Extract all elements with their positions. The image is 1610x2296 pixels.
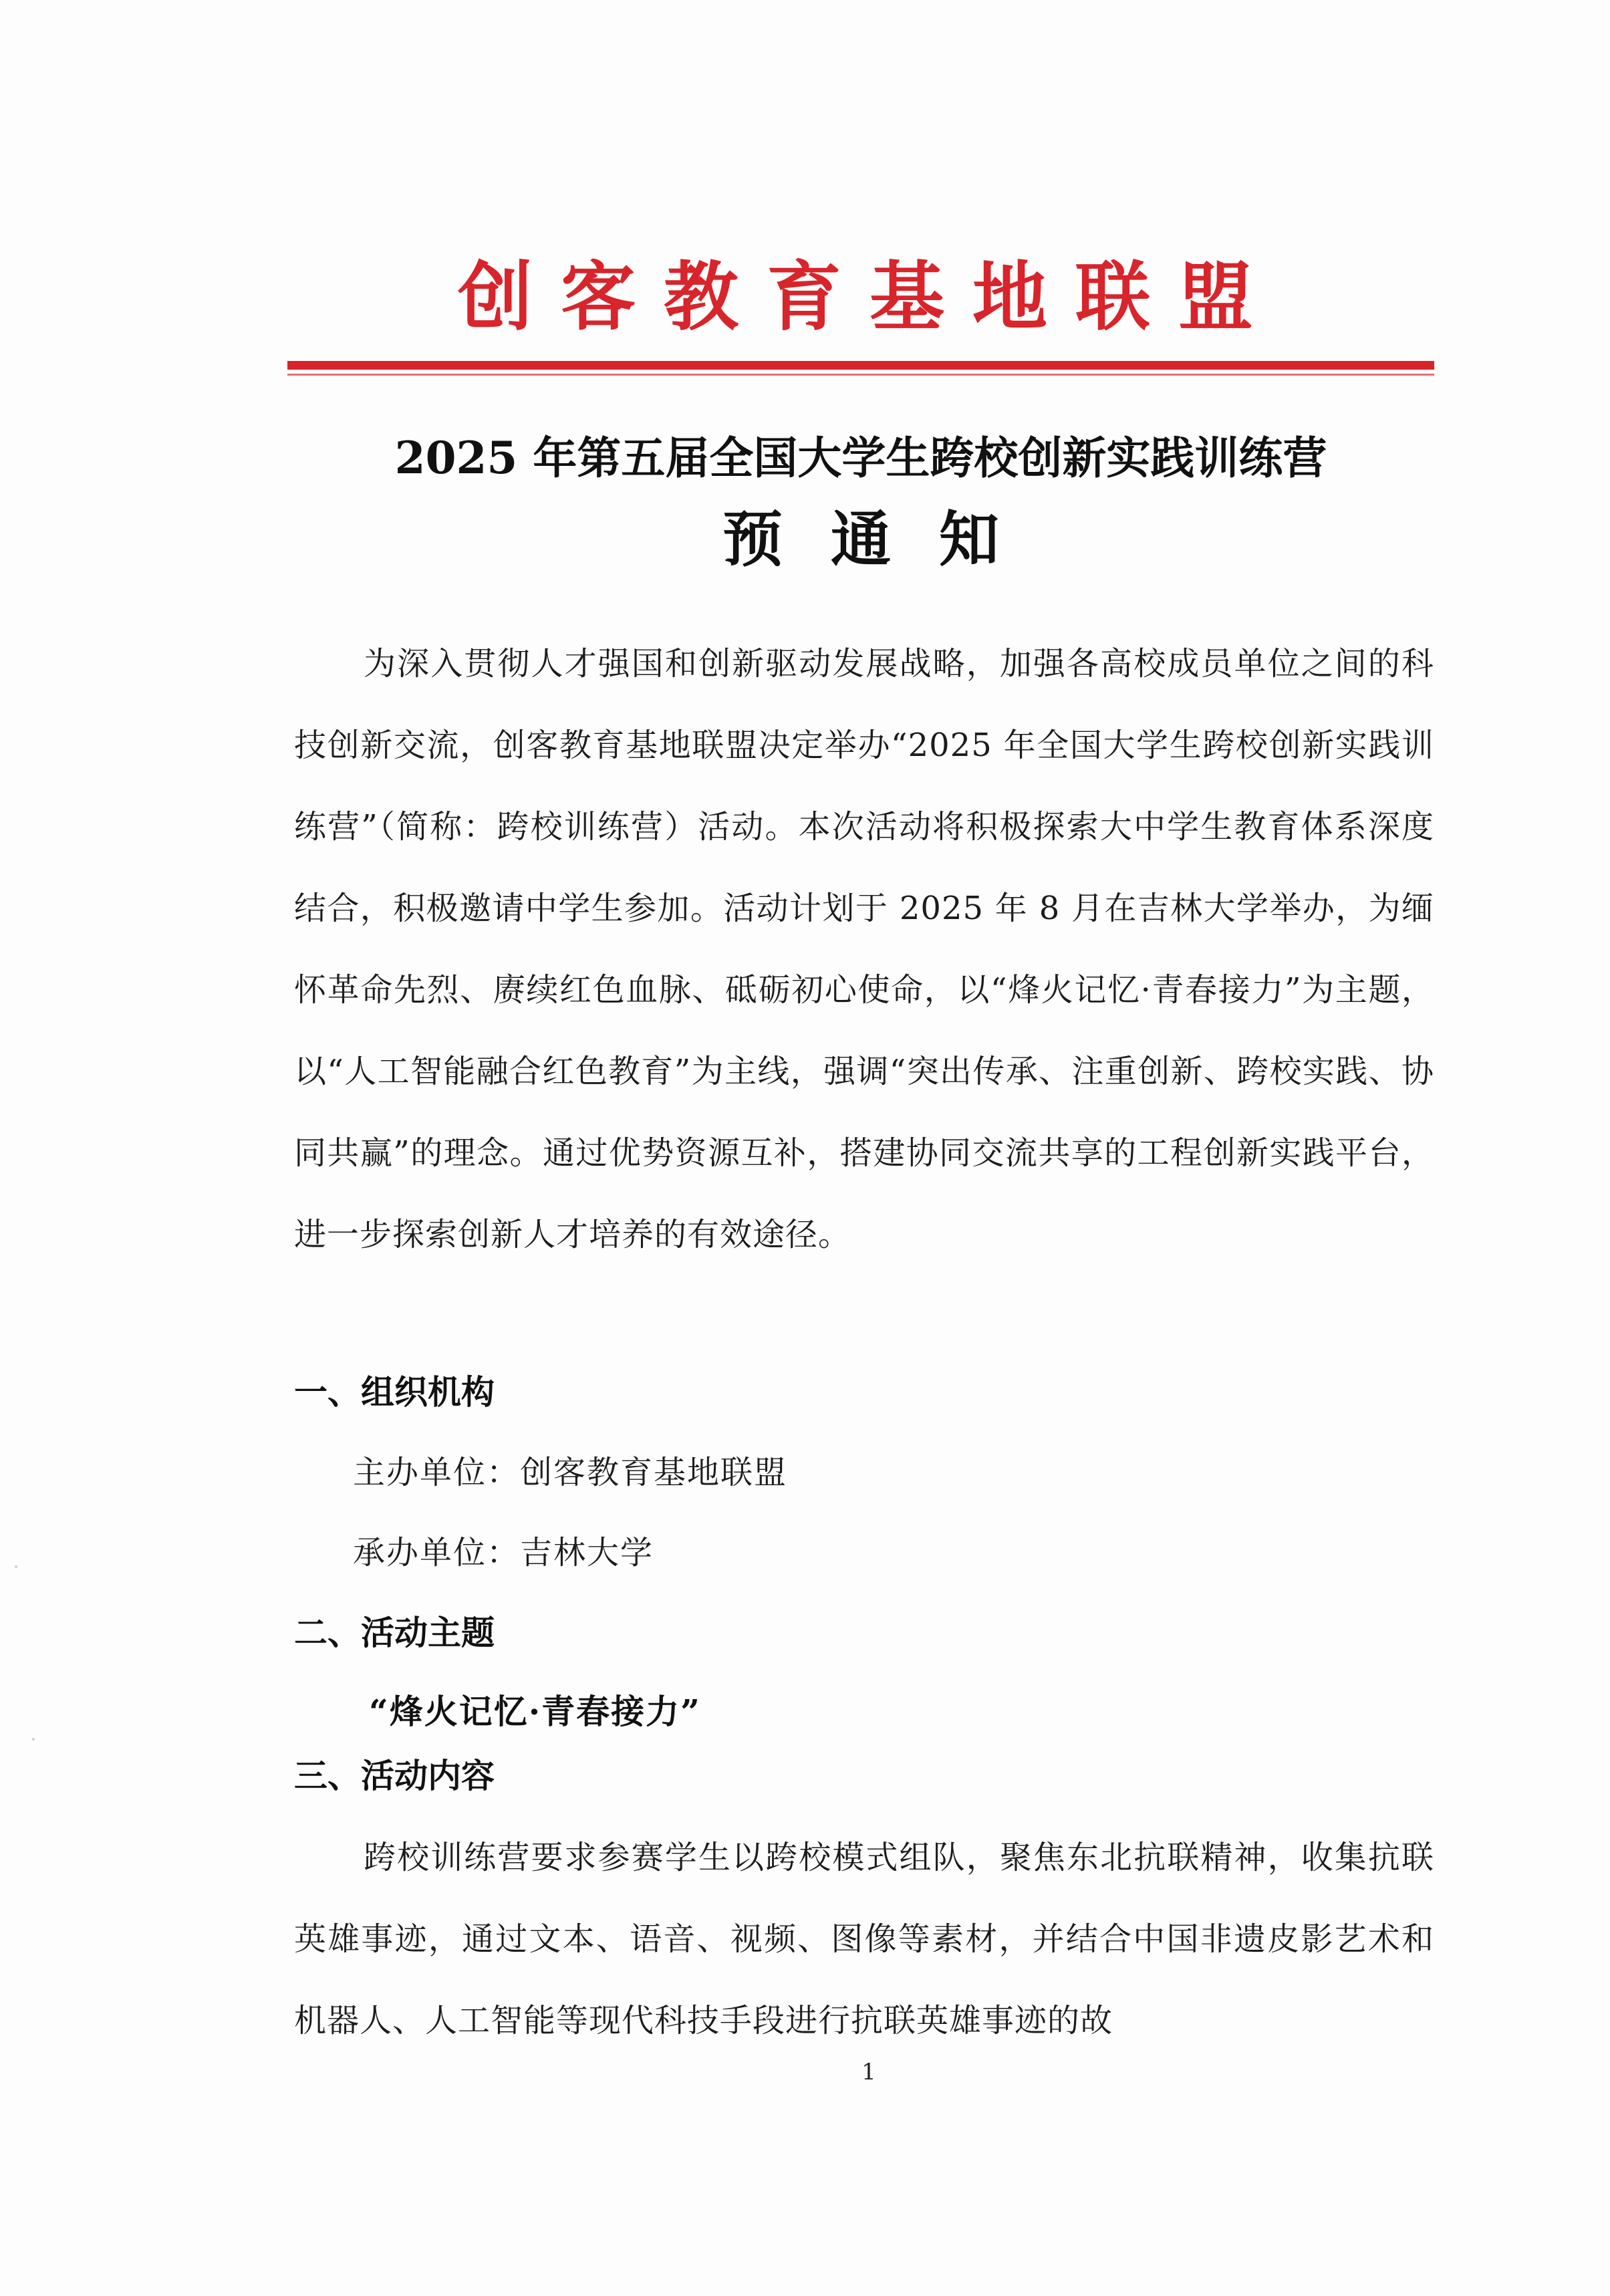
red-divider-thin: [287, 374, 1434, 376]
activity-theme: “烽火记忆·青春接力”: [369, 1692, 701, 1731]
section-heading-theme: 二、活动主题: [294, 1614, 495, 1652]
notice-subtitle: 预通知: [722, 504, 1047, 575]
red-divider-thick: [287, 361, 1434, 370]
intro-paragraph: 为深入贯彻人才强国和创新驱动发展战略，加强各高校成员单位之间的科技创新交流，创客教育基地联盟决定举办“2025 年全国大学生跨校创新实践训练营”（简称：跨校训练营）活动。本次活动将积极探索大中学生教育体系深度结合，积极邀请中学生参加。活动计划于 2025 年 8 月在吉林大学举办，为缅怀革命先烈、赓续红色血脉、砥砺初心使命，以“烽火记忆·青春接力”为主题，以“人工智能融合红色教育”为主线，强调“突出传承、注重创新、跨校实践、协同共赢”的理念。通过优势资源互补，搭建协同交流共享的工程创新实践平台，进一步探索创新人才培养的有效途径。: [294, 645, 1434, 1253]
section-heading-organization: 一、组织机构: [294, 1373, 495, 1412]
host-line: 承办单位：吉林大学: [353, 1534, 654, 1571]
page-number: 1: [861, 2059, 876, 2085]
scan-speck: [15, 1565, 17, 1568]
document-title: 2025 年第五届全国大学生跨校创新实践训练营: [394, 432, 1327, 484]
section-heading-content: 三、活动内容: [294, 1757, 495, 1795]
scan-speck: [32, 1738, 35, 1741]
organizer-line: 主办单位：创客教育基地联盟: [353, 1454, 788, 1491]
organization-header: 创客教育基地联盟: [458, 254, 1281, 341]
content-paragraph: 跨校训练营要求参赛学生以跨校模式组队，聚焦东北抗联精神，收集抗联英雄事迹，通过文本、语音、视频、图像等素材，并结合中国非遗皮影艺术和机器人、人工智能等现代科技手段进行抗联英雄事迹的故: [294, 1839, 1434, 2039]
